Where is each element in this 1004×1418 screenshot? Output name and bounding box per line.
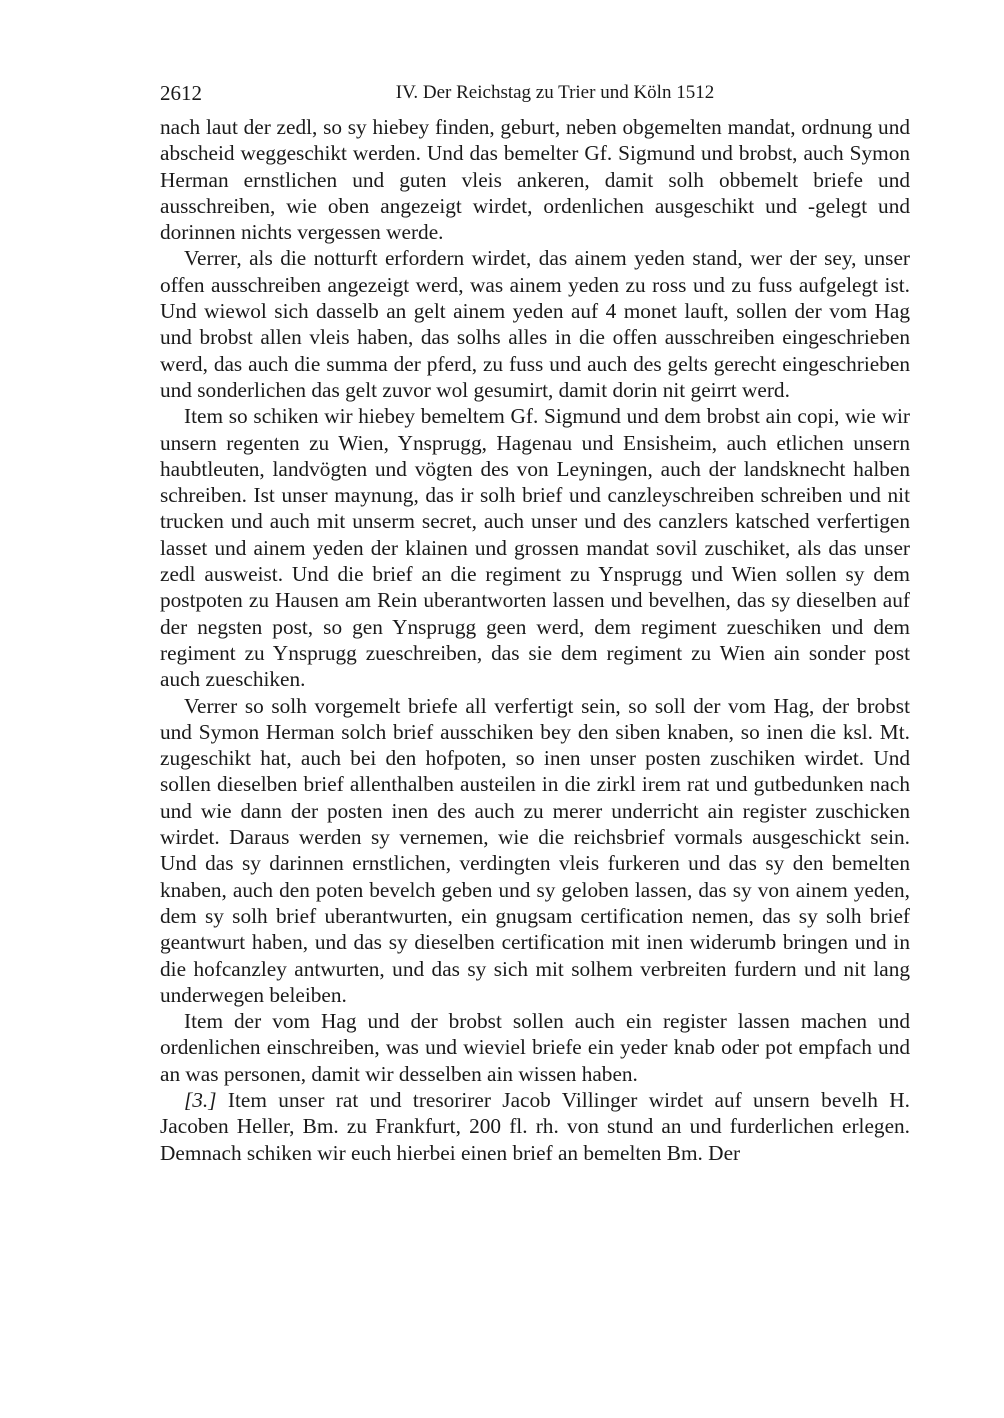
paragraph-text: Item unser rat und tresorirer Jacob Villinger wirdet auf unsern bevelh H. Jacoben Heller, Bm. zu Frankfurt, 200 fl. rh. von stund an und furderlichen erlegen. Demnach schiken wir euch hierbei einen brief an bemelten Bm. Der xyxy=(160,1087,910,1165)
section-marker: [3.] xyxy=(184,1087,217,1112)
paragraph-text: Item so schiken wir hiebey bemeltem Gf. Sigmund und dem brobst ain copi, wie wir unsern regenten zu Wien, Ynsprugg, Hagenau und Ensisheim, auch etlichen unsern haubtleuten, landvögten und vögten des von Leyningen, auch der landsknecht halben schreiben. Ist unser maynung, das ir solh brief und canzleyschreiben schreiben und nit trucken und auch mit unserm secret, auch unser und des canzlers katsched verfertigen lasset und ainem yeden der klainen und grossen mandat sovil zuschiket, als das unser zedl ausweist. Und die brief an die regiment zu Ynsprugg und Wien sollen sy dem postpoten zu Hausen am Rein uberantworten lassen und bevelhen, das sy dieselben auf der negsten post, so gen Ynsprugg geen werd, dem regiment zueschiken und dem regiment zu Ynsprugg zueschreiben, das sie dem regiment zu Wien ain sonder post auch zueschiken. xyxy=(160,404,910,692)
paragraph-4 xyxy=(160,693,910,1009)
paragraph-1 xyxy=(160,114,910,245)
paragraph-5 xyxy=(160,1008,910,1087)
paragraph-text: nach laut der zedl, so sy hiebey finden, geburt, neben obgemelten mandat, ordnung und abscheid weggeschikt werden. Und das bemelter Gf. Sigmund und brobst, auch Symon Herman ernstlichen und guten vleis ankeren, damit solh obbemelt briefe und ausschreiben, wie oben angezeigt wirdet, ordenlichen ausgeschikt und -gelegt und dorinnen nichts vergessen werde. xyxy=(160,115,910,245)
body-text xyxy=(160,114,910,1166)
running-title: IV. Der Reichstag zu Trier und Köln 1512 xyxy=(395,82,715,103)
paragraph-text: Verrer so solh vorgemelt briefe all verfertigt sein, so soll der vom Hag, der brobst und Symon Herman solch brief ausschiken bey den siben knaben, so inen die ksl. Mt. zugeschikt hat, auch bei den hofpoten, so inen unser posten zuschiken wirdet. Und sollen dieselben brief allenthalben austeilen in die zirkl irem rat und gutbedunken nach und wie dann der posten inen des auch zu merer underricht ain register zuschicken wirdet. Daraus werden sy vernemen, wie die reichsbrief vormals ausgeschickt sein. Und das sy darinnen ernstlichen, verdingten vleis furkeren und das sy den bemelten knaben, auch den poten bevelch geben und sy geloben lassen, das sy von ainem yeden, dem sy solh brief uberantwurten, ein gnugsam certification nemen, das sy solh brief geantwurt haben, und das sy dieselben certification mit inen widerumb bringen und in die hofcanzley antwurten, und das sy sich mit solhem verbreiten furdern und nit lang underwegen beleiben. xyxy=(160,693,910,1007)
paragraph-6 xyxy=(160,1087,910,1166)
page-number: 2612 xyxy=(160,81,202,105)
document-page xyxy=(160,78,910,1166)
paragraph-text: Item der vom Hag und der brobst sollen auch ein register lassen machen und ordenlichen einschreiben, was und wieviel briefe ein yeder knab oder pot empfach und an was personen, damit wir desselben ain wissen haben. xyxy=(160,1009,910,1086)
paragraph-2 xyxy=(160,245,910,403)
paragraph-text: Verrer, als die notturft erfordern wirdet, das ainem yeden stand, wer der sey, unser offen ausschreiben angezeigt werd, was ainem yeden zu ross und zu fuss aufgelegt ist. Und wiewol sich dasselb an gelt ainem yeden auf 4 monet lauft, sollen der vom Hag und brobst allen vleis haben, das solhs alles in die offen ausschreiben eingeschrieben werd, das auch die summa der pferd, zu fuss und auch des gelts gerecht eingeschrieben und sonderlichen das gelt zuvor wol gesumirt, damit dorin nit geirrt werd. xyxy=(160,246,910,402)
running-header xyxy=(160,78,910,108)
paragraph-3 xyxy=(160,403,910,692)
